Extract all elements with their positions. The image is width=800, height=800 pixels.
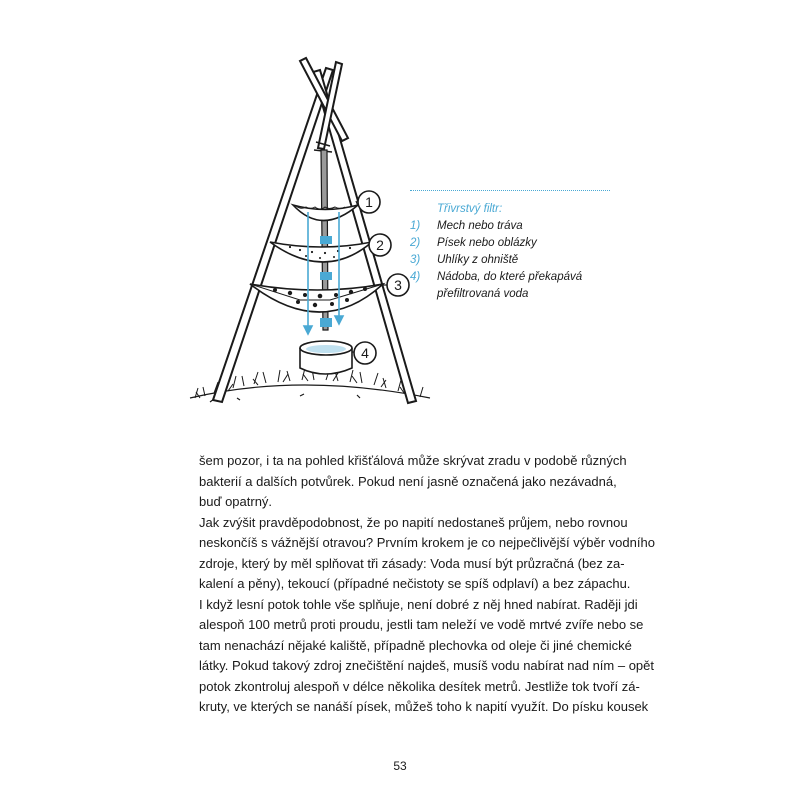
text-line: zdroje, který by měl splňovat tři zásady: Voda musí být průzračná (bez za- xyxy=(199,555,625,571)
caption-item-continuation xyxy=(410,286,610,303)
caption-item xyxy=(410,235,610,252)
layer-2-sand xyxy=(270,242,372,262)
text-line: kruty, ve kterých se nanáší písek, můžeš toho k napití využít. Do písku kousek xyxy=(199,699,649,714)
text-line: alespoň 100 metrů proti proudu, jestli tam neleží ve vodě mrtvé zvíře nebo se xyxy=(199,617,644,632)
text-line: neskončíš s vážnější otravou? Prvním krokem je co nejpečlivější výběr vodního xyxy=(199,535,655,550)
caption-title: Třivrstvý filtr: xyxy=(437,203,503,215)
caption-item-number: 3) xyxy=(410,254,421,266)
caption-item xyxy=(410,218,610,235)
caption-item-text: Uhlíky z ohniště xyxy=(437,254,519,266)
text-line: bakterií a dalších potvůrek. Pokud není jasně označená jako nezávadná, xyxy=(199,473,617,489)
caption-item-number: 4) xyxy=(410,271,421,283)
text-line: Jak zvýšit pravděpodobnost, že po napití nedostaneš průjem, nebo rovnou xyxy=(199,514,628,530)
caption-item-text: Písek nebo oblázky xyxy=(437,237,537,249)
callout-4-label: 4 xyxy=(361,345,369,361)
collection-container xyxy=(300,341,352,374)
caption-item-number: 1) xyxy=(410,220,421,232)
page-number: 53 xyxy=(393,759,407,773)
caption-item-text: přefiltrovaná voda xyxy=(437,288,529,300)
caption-item-text: Nádoba, do které překapává xyxy=(437,271,583,283)
text-line: kalení a pěny), tekoucí (případné nečistoty se spíš odplaví) a bez zápachu. xyxy=(199,576,631,591)
layer-3-charcoal xyxy=(250,284,383,312)
caption-item-number: 2) xyxy=(410,237,421,249)
text-line: potok zkontroluj alespoň v délce několika desítek metrů. Jestliže tok tvoří zá- xyxy=(199,678,640,694)
callout-1-label: 1 xyxy=(365,194,373,210)
figure-caption xyxy=(410,190,610,303)
text-line: I když lesní potok tohle vše splňuje, není dobré z něj hned nabírat. Raději jdi xyxy=(199,596,638,612)
text-line: tam nenachází nějaké kaliště, případně plechovka od oleje či jiné chemické xyxy=(199,637,632,653)
callout-3-label: 3 xyxy=(394,277,402,293)
caption-item xyxy=(410,269,610,286)
callout-3 xyxy=(387,274,409,296)
caption-item-text: Mech nebo tráva xyxy=(437,220,523,232)
callout-1 xyxy=(358,191,380,213)
body-paragraphs xyxy=(199,451,655,718)
text-line: látky. Pokud takový zdroj znečištění najdeš, musíš vodu nabírat nad ním – opět xyxy=(199,658,655,673)
callout-4 xyxy=(354,342,376,364)
text-line: šem pozor, i ta na pohled křišťálová může skrývat zradu v podobě různých xyxy=(199,453,627,468)
text-line: buď opatrný. xyxy=(199,494,273,509)
callout-2-label: 2 xyxy=(376,237,384,253)
callout-2 xyxy=(369,234,391,256)
caption-item xyxy=(410,252,610,269)
